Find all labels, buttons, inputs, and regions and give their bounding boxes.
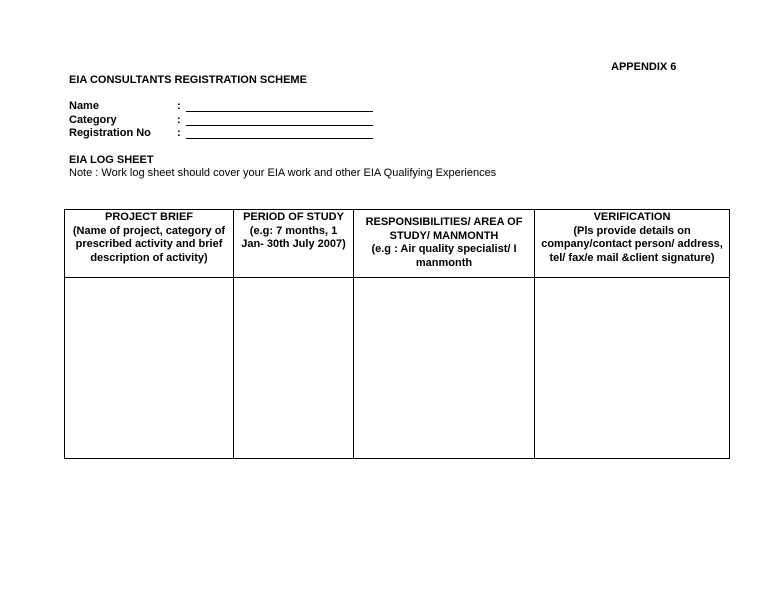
cell-responsibilities[interactable] <box>354 278 535 459</box>
category-label: Category <box>69 114 117 126</box>
header-period-of-study <box>234 210 354 278</box>
log-sheet-title: EIA LOG SHEET <box>69 154 154 166</box>
appendix-label: APPENDIX 6 <box>611 61 677 73</box>
scheme-title: EIA CONSULTANTS REGISTRATION SCHEME <box>69 74 307 86</box>
category-blank-line <box>186 125 373 126</box>
header-responsibilities-text: RESPONSIBILITIES/ AREA OF STUDY/ MANMONTH (e.g : Air quality specialist/ I manmonth <box>365 216 523 269</box>
registration-no-colon: : <box>177 127 181 139</box>
table-row <box>65 278 730 459</box>
header-verification-text: VERIFICATION (Pls provide details on company/contact person/ address, tel/ fax/e mail &client signature) <box>541 211 723 264</box>
header-project-brief-text: PROJECT BRIEF (Name of project, category of prescribed activity and brief description of activity) <box>72 211 226 264</box>
registration-no-blank-line <box>186 138 373 139</box>
header-verification <box>535 210 730 278</box>
cell-project-brief[interactable] <box>65 278 234 459</box>
cell-verification[interactable] <box>535 278 730 459</box>
log-sheet-table <box>64 209 730 459</box>
registration-no-label: Registration No <box>69 127 151 139</box>
table-header-row <box>65 210 730 278</box>
cell-period-of-study[interactable] <box>234 278 354 459</box>
category-colon: : <box>177 114 181 126</box>
name-label: Name <box>69 100 99 112</box>
header-project-brief <box>65 210 234 278</box>
name-colon: : <box>177 100 181 112</box>
header-responsibilities <box>354 210 535 278</box>
header-period-of-study-text: PERIOD OF STUDY (e.g: 7 months, 1 Jan- 30th July 2007) <box>241 211 346 250</box>
log-sheet-note: Note : Work log sheet should cover your EIA work and other EIA Qualifying Experiences <box>69 167 497 179</box>
name-blank-line <box>186 111 373 112</box>
